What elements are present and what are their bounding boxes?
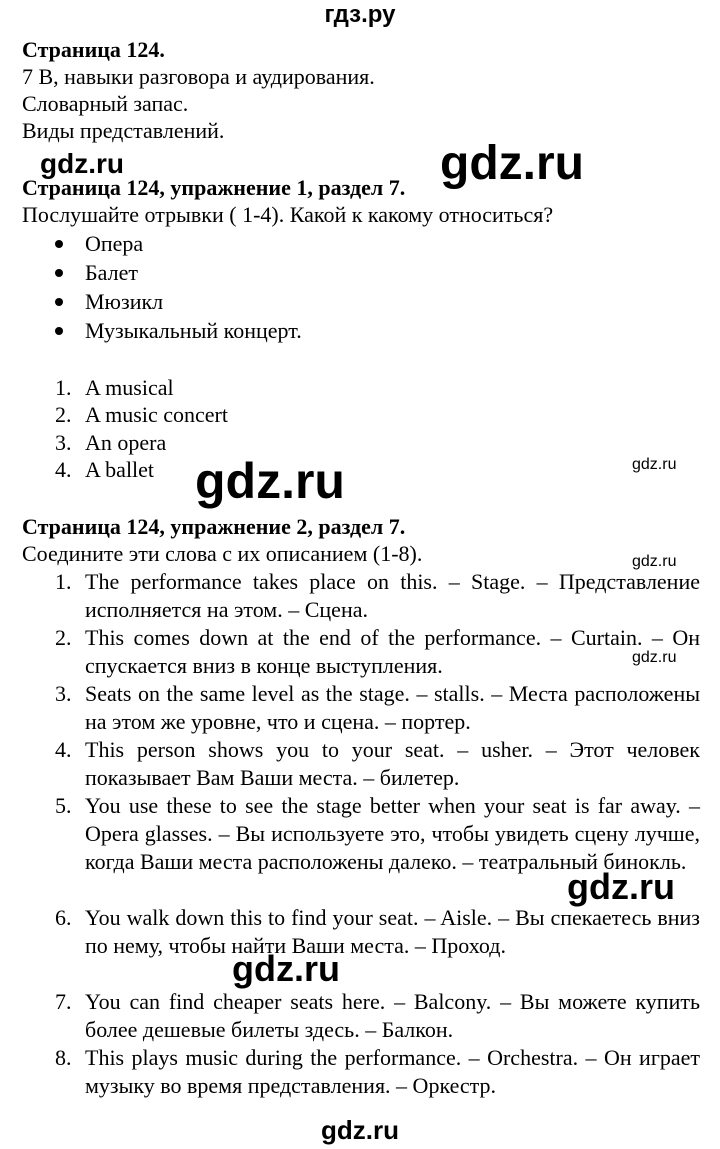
list-item: 3. Seats on the same level as the stage. – stalls. – Места расположены на этом же уровне, что и сцена. – портер. <box>55 681 700 734</box>
bullet-icon <box>55 240 63 248</box>
list-item: 1. The performance takes place on this. – Stage. – Представление исполняется на этом. – Сцена. <box>55 569 700 622</box>
numbered-item: 2. A music concert <box>55 402 228 427</box>
bullet-item: Балет <box>55 259 138 287</box>
header-site-label: гдз.ру <box>324 1 396 28</box>
numbered-item: 4. A ballet <box>55 457 155 482</box>
section2-title: Страница 124, упражнение 1, раздел 7. <box>22 175 406 200</box>
section1-line: Виды представлений. <box>22 118 225 143</box>
list-item: 8. This plays music during the performance. – Orchestra. – Он играет музыку во время представления. – Оркестр. <box>55 1045 700 1098</box>
bullet-item: Опера <box>55 230 143 258</box>
list-item: 5. You use these to see the stage better when your seat is far away. – Opera glasses. – Вы используете это, чтобы увидеть сцену лучше, когда Ваши места расположены далеко. – театральный бинокль. <box>55 793 700 874</box>
bullet-icon <box>55 327 63 335</box>
section2-instruction: Послушайте отрывки ( 1-4). Какой к какому относиться? <box>22 202 554 227</box>
numbered-item: 1. A musical <box>55 375 174 400</box>
section3-instruction: Соедините эти слова с их описанием (1-8). <box>22 541 423 566</box>
watermark-large: gdz.ru <box>195 453 345 509</box>
watermark-small: gdz.ru <box>632 553 677 570</box>
list-item: 4. This person shows you to your seat. – usher. – Этот человек показывает Вам Ваши места. – билетер. <box>55 737 700 790</box>
watermark-large: gdz.ru <box>567 866 675 907</box>
watermark-large: gdz.ru <box>232 948 340 989</box>
list-item: 7. You can find cheaper seats here. – Balcony. – Вы можете купить более дешевые билеты здесь. – Балкон. <box>55 989 700 1042</box>
watermark-small: gdz.ru <box>40 148 124 179</box>
watermark-large: gdz.ru <box>440 137 584 190</box>
section1-title: Страница 124. <box>22 37 165 62</box>
list-item: 6. You walk down this to find your seat. – Aisle. – Вы спекаетесь вниз по нему, чтобы найти Ваши места. – Проход. <box>55 905 700 958</box>
bullet-item: Музыкальный концерт. <box>55 317 302 345</box>
bullet-icon <box>55 298 63 306</box>
list-item: 2. This comes down at the end of the performance. – Curtain. – Он спускается вниз в конце выступления. <box>55 625 700 678</box>
watermark-small: gdz.ru <box>632 649 677 666</box>
section1-line: Словарный запас. <box>22 91 189 116</box>
section3-title: Страница 124, упражнение 2, раздел 7. <box>22 514 406 539</box>
watermark-small: gdz.ru <box>632 456 677 473</box>
bullet-icon <box>55 269 63 277</box>
section1-line: 7 B, навыки разговора и аудирования. <box>22 64 375 89</box>
footer-site-label: gdz.ru <box>321 1115 399 1145</box>
bullet-item: Мюзикл <box>55 288 163 316</box>
numbered-item: 3. An opera <box>55 430 167 455</box>
